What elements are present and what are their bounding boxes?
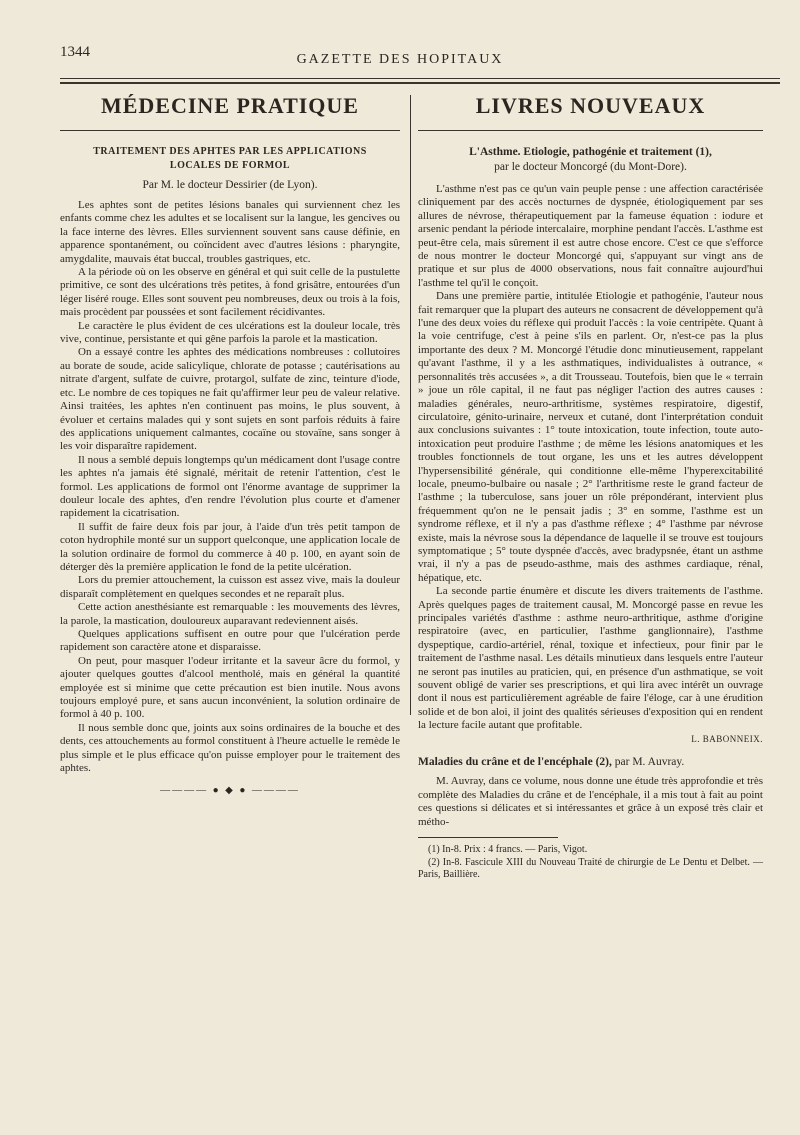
footnote-rule <box>418 837 558 838</box>
right-column <box>418 92 763 882</box>
footnote: (2) In-8. Fascicule XIII du Nouveau Traité de chirurgie de Le Dentu et Delbet. — Paris, Baillière. <box>418 856 763 881</box>
section-title-medecine-pratique: MÉDECINE PRATIQUE <box>100 93 359 118</box>
review-title: L'Asthme. Etiologie, pathogénie et traitement (1), <box>469 146 712 158</box>
article-paragraph: Les aphtes sont de petites lésions banales qui surviennent chez les enfants comme chez les adultes et se localisent sur la langue, les gencives ou la face interne des lèvres. Elles surviennent souvent sans cause définie, en apparence spontanément, ou coïncident avec d'autres lésions : pharyngite, amygdalite, mauvais état buccal, troubles gastriques, etc. <box>60 199 400 265</box>
review-paragraph: Dans une première partie, intitulée Etiologie et pathogénie, l'auteur nous fait remarquer que la plupart des auteurs ne consacrent de développement qu'à l'une des deux voies du réflexe qui produit l'accès : la voie centripète. Quant à la voie centrifuge, c'est à peine s'ils en parlent. Or, n'est-ce pas la plus importante des deux ? M. Moncorgé l'étudie donc minutieusement, rappelant qu'avant l'asthme, il y a les asthmatiques, individualistes à outrance, « personnalités très accusées », a dit Trousseau. Toutefois, bien que le « terrain » joue un rôle capital, il ne faut pas négliger l'action des autres causes : maladies générales, neuro-arthritisme, systèmes respiratoire, digestif, circulatoire, génito-urinaire, nerveux et cutané, dont l'interprétation conduit aux conclusions suivantes : 1° toute intoxication, toute infection, toute auto-intoxication peut produire l'asthme ; de même les lésions anatomiques et les troubles fonctionnels de tout organe, les uns et les autres développent l'hypersensibilité générale, qui conditionne elle-même l'hyperexcitabilité locale, pneumo-bulbaire ou nasale ; 2° l'arthritisme reste le grand facteur de l'asthme ; la tuberculose, sans jouer un rôle prépondérant, intervient plus fréquemment qu'on ne le pensait jadis ; 3° en somme, l'asthme est un syndrome réflexe, et il n'y a pas d'asthme réflexe ; 4° l'asthme par névrose existe, mais la névrose sous la dépendance de laquelle il se trouve est toujours symptomatique ; 5° toute dyspnée d'accès, avec bradypsnée, étant un asthme vrai, il n'y a pas de pseudo-asthme, mais des asthmes cardiaque, rénal, hépatique, etc. <box>418 290 763 584</box>
article-paragraph: Il nous semble donc que, joints aux soins ordinaires de la bouche et des dents, ces attouchements au formol constituent à l'heure actuelle le remède le plus simple et le plus efficace qu'on puisse employer pour le traitement des aphtes. <box>60 721 400 775</box>
section-title-livres-nouveaux: LIVRES NOUVEAUX <box>475 93 706 118</box>
review2-paragraph: M. Auvray, dans ce volume, nous donne une étude très approfondie et très complète des Maladies du crâne et de l'encéphale, il a mis tout à fait au point ces questions si délicates et si intéressantes et grâce à un exposé très clair et métho- <box>418 775 763 828</box>
header-rule-thick <box>60 82 780 84</box>
article-paragraph: On a essayé contre les aphtes des médications nombreuses : collutoires au borate de soude, acide salicylique, chlorate de potasse ; cautérisations au nitrate d'argent, sulfate de cuivre, protargol, sulfate de zinc, teinture d'iode, etc. Le nombre de ces topiques ne fait qu'affirmer leur peu de valeur relative. Ainsi traitées, les aphtes n'en continuent pas moins, le plus souvent, à évoluer et certains malades qui y sont sujets en sont parfois réduits à faire des applications uniquement calmantes, cocaïne ou stovaïne, sans songer à les voir disparaître rapidement. <box>60 346 400 453</box>
article-paragraph: Quelques applications suffisent en outre pour que l'ulcération perde rapidement son caractère atone et disparaisse. <box>60 628 400 654</box>
article-paragraph: Il nous a semblé depuis longtemps qu'un médicament dont l'usage contre les aphtes n'a jamais été signalé, méritait de retenir l'attention, c'est le formol. Les applications de formol ont l'énorme avantage de supprimer la douleur locale des aphtes, d'en rendre l'évolution plus courte et d'amener rapidement la cicatrisation. <box>60 453 400 520</box>
review2-title: Maladies du crâne et de l'encéphale (2), <box>418 756 612 769</box>
page-number: 1344 <box>60 44 90 60</box>
section-rule <box>418 130 763 131</box>
end-ornament: ———— ● ◆ ● ———— <box>160 785 300 797</box>
article-paragraph: A la période où on les observe en général et qui suit celle de la pustulette primitive, ce sont des ulcérations très petites, à fond grisâtre, entourées d'un léger liséré rouge. Elles sont souvent peu nombreuses, deux ou trois à la fois, mais procèdent par poussées et sont facilement récidivantes. <box>60 266 400 319</box>
footnote: (1) In-8. Prix : 4 francs. — Paris, Vigot. <box>428 844 588 856</box>
article-paragraph: Il suffit de faire deux fois par jour, à l'aide d'un très petit tampon de coton hydrophile monté sur un support quelconque, une application locale de la solution ordinaire de formol du commerce à 40 p. 100, en ayant soin de déterger dès la première application le fond de la petite ulcération. <box>60 520 400 573</box>
review-signature: L. BABONNEIX. <box>691 733 763 744</box>
journal-title: GAZETTE DES HOPITAUX <box>296 52 504 67</box>
article-byline: Par M. le docteur Dessirier (de Lyon). <box>142 179 318 191</box>
review-paragraph: L'asthme n'est pas ce qu'un vain peuple pense : une affection caractérisée cliniquement par des accès nocturnes de dyspnée, étiologiquement par ses allures de névrose, thérapeutiquement par la fameuse équation : iodure et arsenic pendant la période intercalaire, morphine pendant l'accès. L'asthme est peut-être cela, mais sûrement il est autre chose encore. C'est ce que s'efforce de nous montrer le docteur Moncorgé qui, s'appuyant sur vingt ans de pratique et sur plus de 4000 observations, nous fait connaître aujourd'hui l'asthme tel qu'il le conçoit. <box>418 183 763 289</box>
review2-author: par M. Auvray. <box>614 756 685 769</box>
left-column <box>60 92 400 796</box>
review2-heading <box>418 756 763 769</box>
column-separator <box>410 95 411 715</box>
article-title: TRAITEMENT DES APHTES PAR LES APPLICATIONS LOCALES DE FORMOL <box>93 146 367 171</box>
article-paragraph: Lors du premier attouchement, la cuisson est assez vive, mais la douleur disparaît complètement en quelques secondes et ne reparaît plus. <box>60 574 400 600</box>
review-paragraph: La seconde partie énumère et discute les divers traitements de l'asthme. Après quelques pages de traitement causal, M. Moncorgé passe en revue les principales variétés d'asthme : asthme neuro-arthritique, asthme d'origine respiratoire (avec, en particulier, l'asthme ganglionnaire), l'asthme dyspeptique, cardio-artériel, rénal, toxique et infectieux, pour finir par le traitement de l'asthme nasal. Les détails minutieux dans lesquels entre l'auteur ne seront pas inutiles au praticien, qui, en présence d'un asthmatique, se voit souvent obligé de varier ses prescriptions, et qui lira avec intérêt un ouvrage dont il nous est particulièrement agréable de faire l'éloge, car à une érudition solide et de bon aloi, il joint des qualités sérieuses d'exposition qui en rendent la lecture facile autant que profitable. <box>418 585 763 732</box>
review-heading <box>418 145 763 175</box>
article-paragraph: On peut, pour masquer l'odeur irritante et la saveur âcre du formol, y ajouter quelques gouttes d'alcool mentholé, mais en général la quantité employée est si minime que cette précaution est bien inutile. Nous avons toujours employé pure, et sans aucun inconvénient, la solution ordinaire de formol à 40 p. 100. <box>60 654 400 721</box>
article-paragraph: Le caractère le plus évident de ces ulcérations est la douleur locale, très vive, continue, persistante et qui gêne parfois la parole et la mastication. <box>60 319 400 346</box>
review-author: par le docteur Moncorgé (du Mont-Dore). <box>494 161 687 173</box>
section-rule <box>60 130 400 131</box>
article-paragraph: Cette action anesthésiante est remarquable : les mouvements des lèvres, la parole, la mastication, douloureux auparavant redeviennent aisés. <box>60 601 400 627</box>
header-rule <box>60 78 780 79</box>
